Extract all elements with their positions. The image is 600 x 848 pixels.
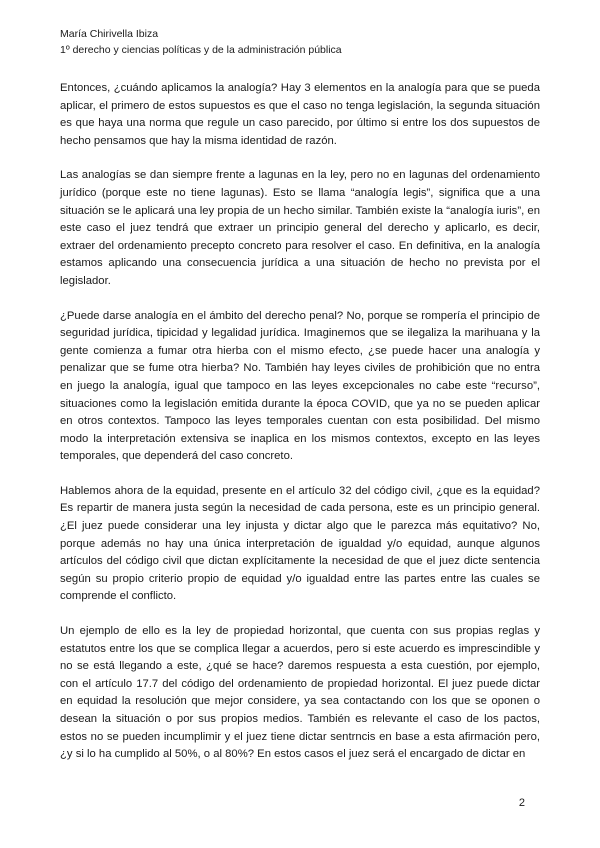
course-name: 1º derecho y ciencias políticas y de la administración pública <box>60 44 342 56</box>
page-header <box>60 26 342 58</box>
author-name: María Chirivella Ibiza <box>60 28 159 40</box>
paragraph-analogy-types: Las analogías se dan siempre frente a lagunas en la ley, pero no en lagunas del ordenamiento jurídico (porque este no tiene lagunas). Esto se llama “analogía legis”, significa que a una situación se le aplicará una ley propia de un hecho similar. También existe la “analogía iuris”, en este caso el juez tendrá que extraer un principio general del derecho y aplicarlo, es decir, extraer del ordenamiento precepto concreto para resolver el caso. En definitiva, en la analogía estamos aplicando una consecuencia jurídica a una situación de hecho no prevista por el legislador. <box>60 169 540 287</box>
paragraph-criminal-law: ¿Puede darse analogía en el ámbito del derecho penal? No, porque se rompería el principio de seguridad jurídica, tipicidad y legalidad jurídica. Imaginemos que se ilegaliza la marihuana y la gente comienza a fumar otra hierba con el mismo efecto, ¿se puede hacer una analogía y penalizar que se fume otra hierba? No. También hay leyes civiles de prohibición que no entra en juego la analogía, igual que tampoco en las leyes excepcionales no cabe este “recurso”, situaciones como la legislación emitida durante la época COVID, que ya no se pueden aplicar en otros contextos. Tampoco las leyes temporales cuentan con esta posibilidad. Del mismo modo la interpretación extensiva se inaplica en los mismos contextos, excepto en las leyes temporales, que dependerá del caso concreto. <box>60 309 540 463</box>
page-number: 2 <box>518 797 525 809</box>
paragraph-horizontal-property: Un ejemplo de ello es la ley de propiedad horizontal, que cuenta con sus propias reglas y estatutos entre los que se complica llegar a acuerdos, pero si este acuerdo es imprescindible y no se está llegando a este, ¿qué se hace? daremos respuesta a esta cuestión, por ejemplo, con el artículo 17.7 del código del ordenamiento de propiedad horizontal. El juez puede dictar en equidad la resolución que mejor considere, ya sea contactando con los que se oponen o desean la situación o por sus propios medios. También es relevante el caso de los pactos, estos no se pueden incumplimir y el juez tiene dictar sentrncis en base a esta afirmación pero, ¿y si lo ha cumplido al 50%, o al 80%? En estos casos el juez será el encargado de dictar en <box>60 625 540 761</box>
paragraph-equity: Hablemos ahora de la equidad, presente en el artículo 32 del código civil, ¿que es la equidad? Es repartir de manera justa según la necesidad de cada persona, este es un principio general. ¿El juez puede considerar una ley injusta y dictar algo que le parezca más equitativo? No, porque además no hay una única interpretación de igualdad y/o equidad, aunque algunos artículos del código civil que dictan explícitamente la necesidad de que el juez dicte sentencia según su propio criterio propio de equidad y/o igualdad entre las partes entre las cuales se comprende el conflicto. <box>60 484 540 603</box>
document-body <box>60 80 540 781</box>
paragraph-analogy-application: Entonces, ¿cuándo aplicamos la analogía? Hay 3 elementos en la analogía para que se pueda aplicar, el primero de estos supuestos es que el caso no tenga legislación, la segunda situación es que haya una norma que regule un caso parecido, por último si entre los dos supuestos de hecho pensamos que hay la misma identidad de razón. <box>60 82 540 147</box>
